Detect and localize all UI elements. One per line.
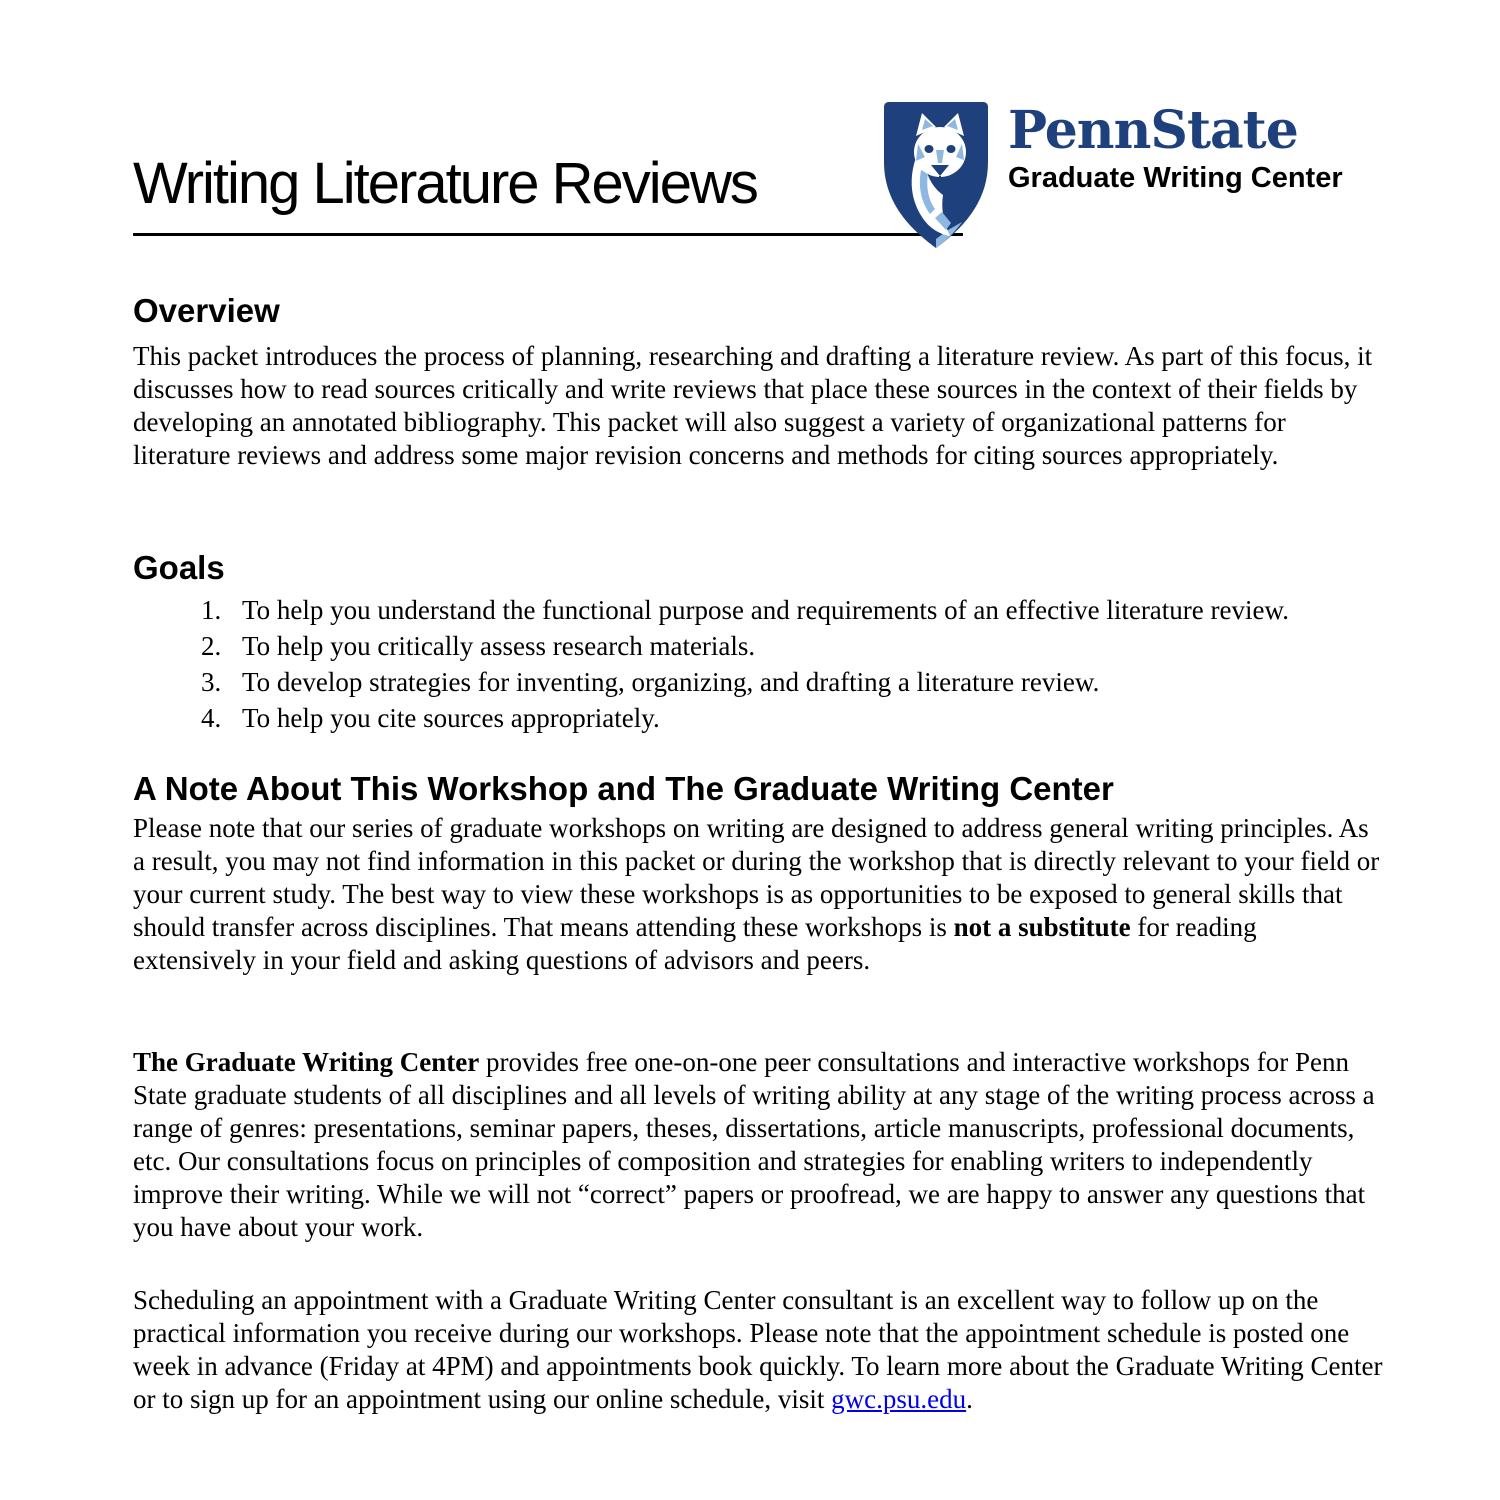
scheduling-text-after-link: . bbox=[966, 1384, 973, 1414]
goals-list bbox=[133, 592, 1383, 736]
section-heading-overview: Overview bbox=[133, 292, 280, 329]
not-a-substitute-bold-text: not a substitute bbox=[953, 912, 1131, 942]
goals-item-3: 3. To develop strategies for inventing, organizing, and drafting a literature review. bbox=[228, 664, 1383, 700]
logo-subtitle: Graduate Writing Center bbox=[1008, 161, 1343, 194]
section-heading-note: A Note About This Workshop and The Graduate Writing Center bbox=[133, 770, 1114, 807]
gwc-link[interactable]: gwc.psu.edu bbox=[831, 1384, 967, 1414]
note-paragraph bbox=[133, 812, 1383, 977]
gwc-paragraph bbox=[133, 1046, 1383, 1244]
penn-state-wordmark: PennState bbox=[1008, 100, 1298, 161]
goals-item-2: 2. To help you critically assess research materials. bbox=[228, 628, 1383, 664]
penn-state-logo bbox=[872, 100, 1343, 252]
gwc-text-after-bold: provides free one-on-one peer consultations and interactive workshops for Penn State graduate students of all disciplines and all levels of writing ability at any stage of the writing process across a range of genres: presentations, seminar papers, theses, dissertations, article manuscripts, professional documents, etc. Our consultations focus on principles of composition and strategies for enabling writers to independently improve their writing. While we will not “correct” papers or proofread, we are happy to answer any questions that you have about your work. bbox=[133, 1047, 1375, 1242]
note-text-before-bold: Please note that our series of graduate workshops on writing are designed to address general writing principles. As a result, you may not find information in this packet or during the workshop that is directly relevant to your field or your current study. The best way to view these workshops is as opportunities to be exposed to general skills that should transfer across disciplines. That means attending these workshops is bbox=[133, 813, 1380, 942]
title-underline bbox=[133, 233, 963, 236]
nittany-lion-shield-icon bbox=[872, 100, 1000, 252]
goals-item-1: 1. To help you understand the functional purpose and requirements of an effective literature review. bbox=[228, 592, 1383, 628]
scheduling-paragraph bbox=[133, 1284, 1383, 1416]
section-heading-goals: Goals bbox=[133, 549, 225, 586]
overview-paragraph: This packet introduces the process of planning, researching and drafting a literature review. As part of this focus, it discusses how to read sources critically and write reviews that place these sources in the context of their fields by developing an annotated bibliography. This packet will also suggest a variety of organizational patterns for literature reviews and address some major revision concerns and methods for citing sources appropriately. bbox=[133, 341, 1373, 470]
gwc-bold-lead-text: The Graduate Writing Center bbox=[133, 1047, 480, 1077]
logo-text-block bbox=[1008, 100, 1343, 194]
page-title: Writing Literature Reviews bbox=[133, 151, 757, 216]
note-text-after-bold: for reading extensively in your field and asking questions of advisors and peers. bbox=[133, 912, 1257, 975]
goals-item-4: 4. To help you cite sources appropriately. bbox=[228, 700, 1383, 736]
scheduling-text-before-link: Scheduling an appointment with a Graduate Writing Center consultant is an excellent way to follow up on the practical information you receive during our workshops. Please note that the appointment schedule is posted one week in advance (Friday at 4PM) and appointments book quickly. To learn more about the Graduate Writing Center or to sign up for an appointment using our online schedule, visit bbox=[133, 1285, 1383, 1414]
